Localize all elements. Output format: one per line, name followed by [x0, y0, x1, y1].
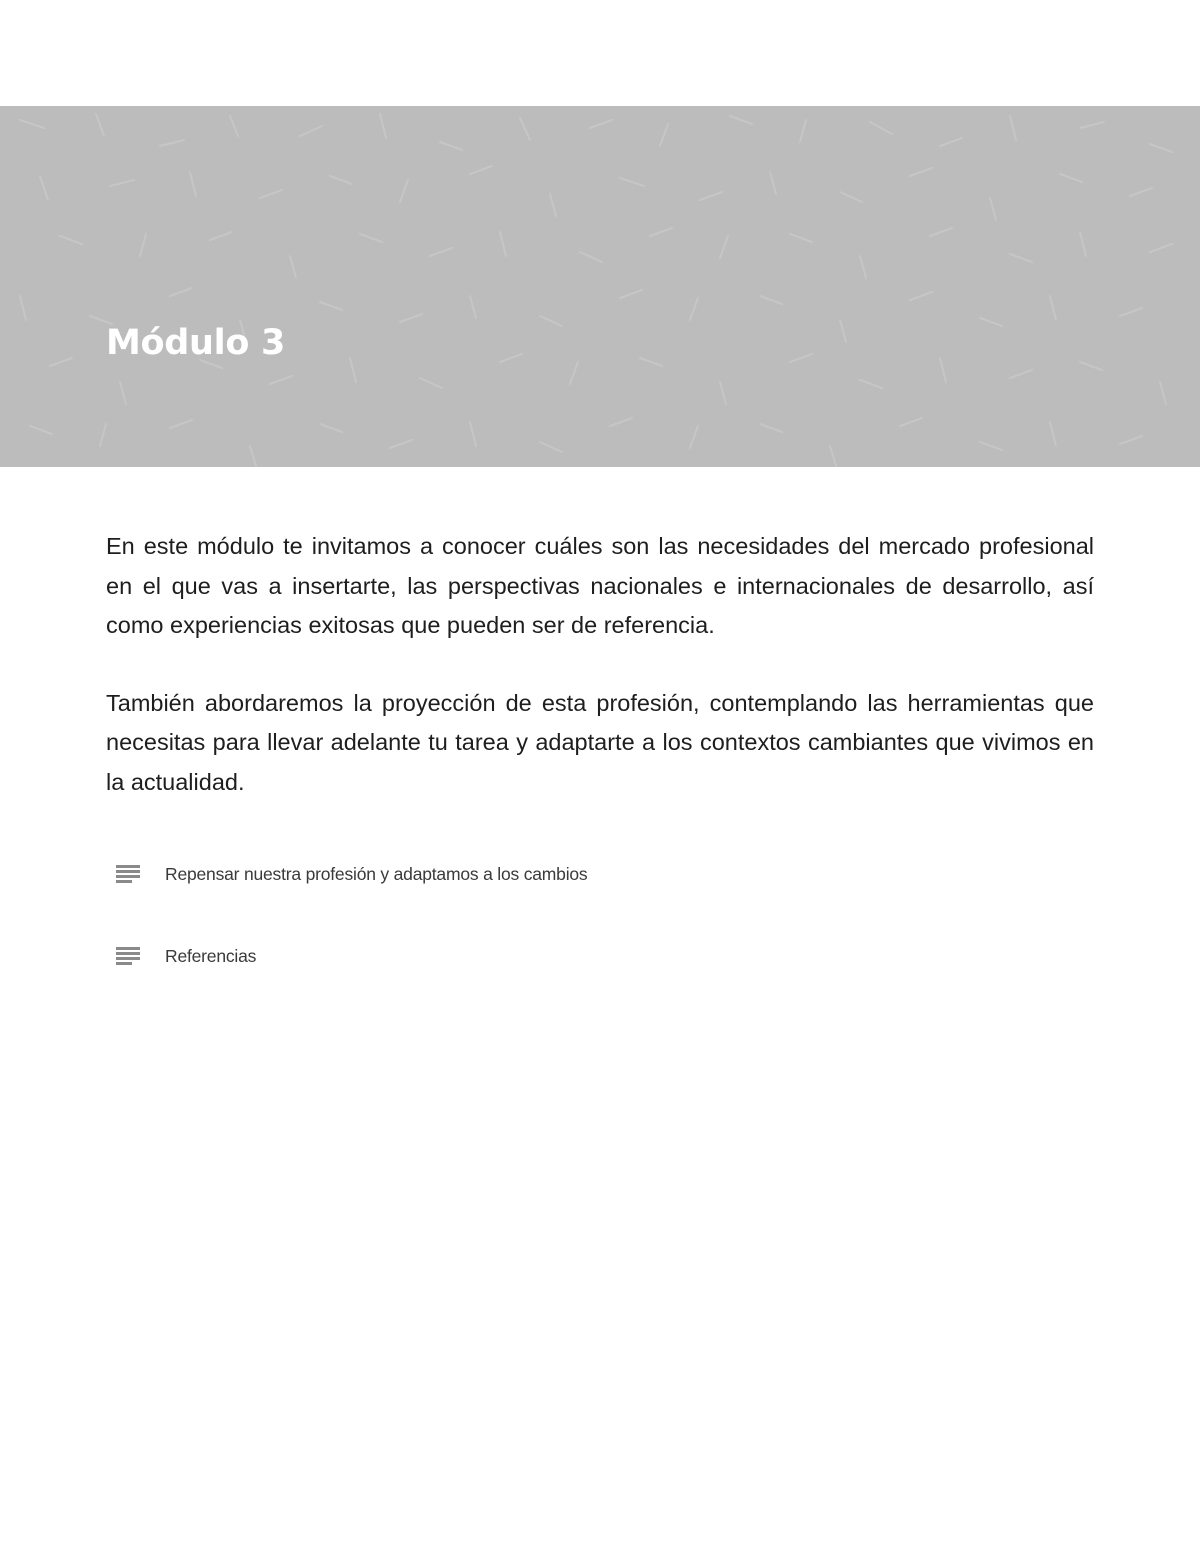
- lesson-link-repensar[interactable]: [106, 856, 1006, 892]
- text-lines-icon: [106, 856, 165, 892]
- module-header-banner: [0, 106, 1200, 467]
- lesson-link-label: Referencias: [165, 945, 257, 966]
- lesson-link-referencias[interactable]: [106, 938, 1006, 974]
- module-title: Módulo 3: [106, 323, 286, 363]
- banner-pattern: [0, 106, 1200, 467]
- intro-paragraph: En este módulo te invitamos a conocer cuáles son las necesidades del mercado profesional en el que vas a insertarte, las perspectivas nacionales e internacionales de desarrollo, así como experiencias exitosas que pueden ser de referencia.: [106, 533, 1094, 638]
- lesson-list: [106, 856, 1006, 1020]
- module-intro: [106, 527, 1094, 802]
- intro-paragraph: También abordaremos la proyección de esta profesión, contemplando las herramientas que necesitas para llevar adelante tu tarea y adaptarte a los contextos cambiantes que vivimos en la actualidad.: [106, 689, 1094, 795]
- lesson-link-label: Repensar nuestra profesión y adaptamos a los cambios: [165, 863, 588, 884]
- text-lines-icon: [106, 938, 165, 974]
